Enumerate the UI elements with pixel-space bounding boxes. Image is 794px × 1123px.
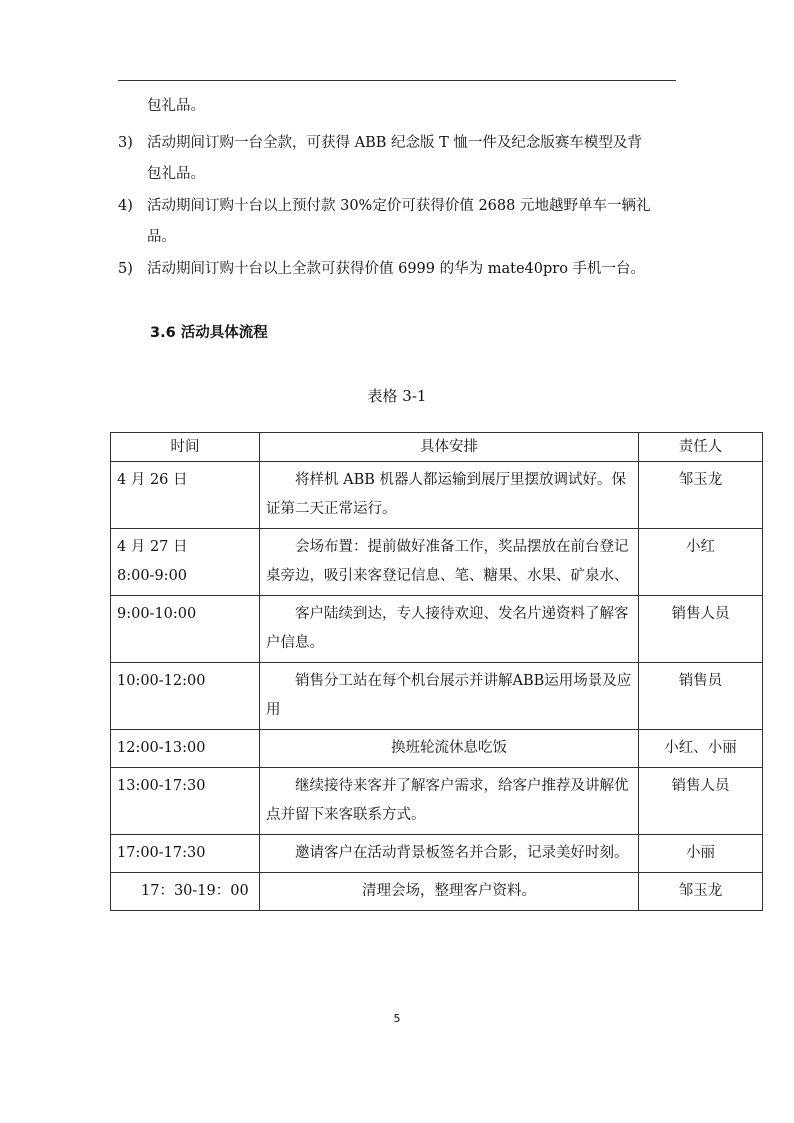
plan-cell: 继续接待来客并了解客户需求，给客户推荐及讲解优点并留下来客联系方式。 [260,768,639,835]
header-rule [118,80,676,81]
plan-cell: 邀请客户在活动背景板签名并合影，记录美好时刻。 [260,835,639,873]
time-cell [111,873,260,911]
header-time: 时间 [111,433,260,462]
list-item-text-continued: 包礼品。 [147,166,205,182]
time-cell [111,663,260,730]
section-heading: 3.6 活动具体流程 [150,325,268,341]
list-item-number: 4) [118,198,133,214]
time-cell [111,730,260,768]
time-text: 8:00-9:00 [117,568,188,584]
header-plan: 具体安排 [260,433,639,462]
table-caption: 表格 3-1 [367,387,427,405]
date-text: 4 月 27 日 [117,539,188,555]
time-cell [111,529,260,596]
owner-cell: 邹玉龙 [639,462,763,529]
owner-cell: 小丽 [639,835,763,873]
list-item-text: 活动期间订购十台以上预付款 30%定价可获得价值 2688 元地越野单车一辆礼 [147,198,651,214]
time-cell [111,768,260,835]
owner-cell: 小红 [639,529,763,596]
header-owner: 责任人 [639,433,763,462]
list-item-text: 活动期间订购十台以上全款可获得价值 6999 的华为 mate40pro 手机一台。 [147,261,646,277]
time-cell [111,835,260,873]
table-row [111,596,763,663]
plan-cell: 换班轮流休息吃饭 [260,730,639,768]
list-item-text: 活动期间订购一台全款，可获得 ABB 纪念版 T 恤一件及纪念版赛车模型及背 [147,135,642,151]
time-text: 17：30-19：00 [141,883,249,899]
plan-cell: 客户陆续到达，专人接待欢迎、发名片递资料了解客户信息。 [260,596,639,663]
time-cell [111,596,260,663]
owner-cell: 小红、小丽 [639,730,763,768]
table-row [111,835,763,873]
time-cell [111,462,260,529]
table-header-row [111,433,763,462]
list-continuation-text: 包礼品。 [147,98,205,114]
table-row [111,873,763,911]
table-row [111,730,763,768]
time-text: 10:00-12:00 [117,673,206,689]
table-row [111,663,763,730]
list-item-number: 3) [118,135,133,151]
owner-cell: 邹玉龙 [639,873,763,911]
owner-cell: 销售员 [639,663,763,730]
plan-cell: 销售分工站在每个机台展示并讲解ABB运用场景及应用 [260,663,639,730]
plan-cell: 会场布置：提前做好准备工作，奖品摆放在前台登记桌旁边，吸引来客登记信息、笔、糖果、水果、矿泉水、 [260,529,639,596]
page-number: 5 [393,1012,401,1025]
plan-cell: 清理会场，整理客户资料。 [260,873,639,911]
owner-cell: 销售人员 [639,596,763,663]
time-text: 12:00-13:00 [117,740,206,756]
time-text: 9:00-10:00 [117,606,197,622]
table-row [111,462,763,529]
owner-cell: 销售人员 [639,768,763,835]
time-text: 17:00-17:30 [117,845,206,861]
list-item-number: 5) [118,261,133,277]
table-row [111,768,763,835]
list-item-text-continued: 品。 [147,229,176,245]
time-text: 4 月 26 日 [117,472,188,488]
plan-cell: 将样机 ABB 机器人都运输到展厅里摆放调试好。保证第二天正常运行。 [260,462,639,529]
time-text: 13:00-17:30 [117,778,206,794]
table-row [111,529,763,596]
schedule-table [110,432,763,911]
